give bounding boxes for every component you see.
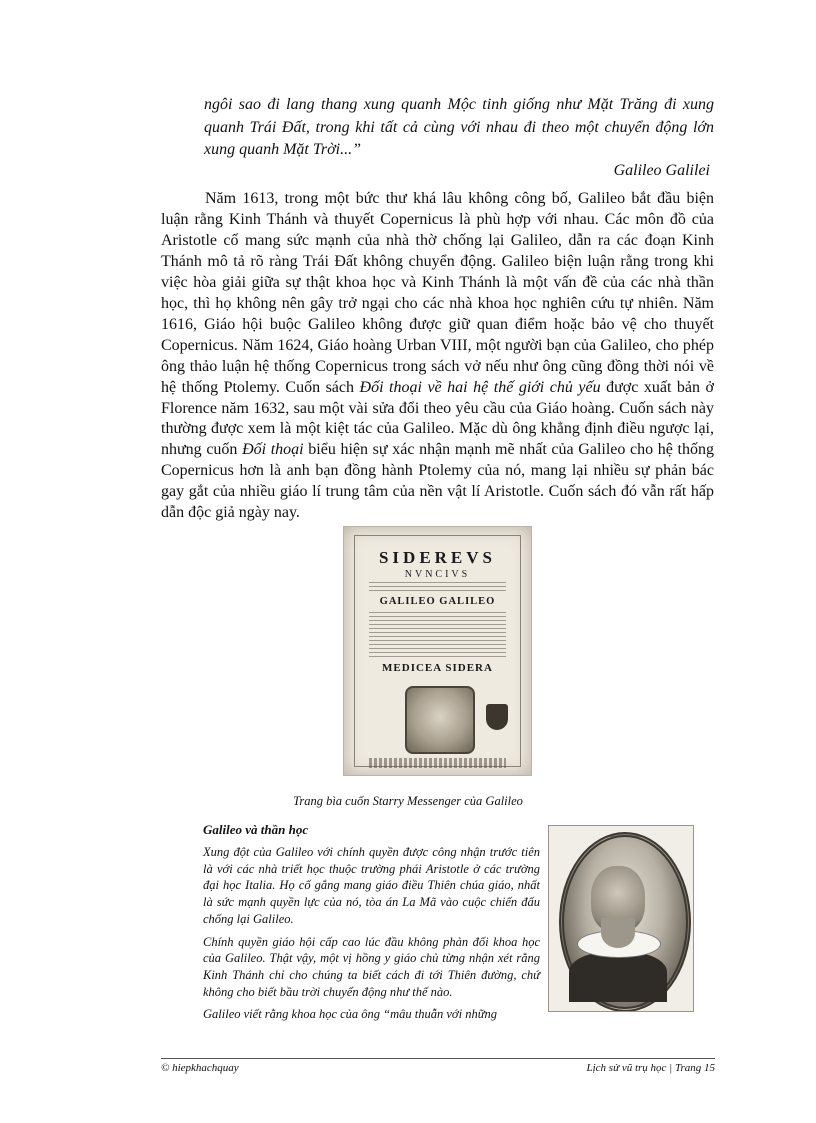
body-text-1: Năm 1613, trong một bức thư khá lâu không công bố, Galileo bắt đầu biện luận rằng Kinh Thánh và thuyết Copernicus là phù hợp với nhau. Các môn đồ của Aristotle cố mang sức mạnh của nhà thờ chống lại Galileo, dẫn ra các đoạn Kinh Thánh mô tả rõ ràng Trái Đất không chuyển động. Galileo biện luận rằng trong khi việc hòa giải giữa sự thật khoa học và Kinh Thánh là một vấn đề của các nhà thần học, thì họ không nên gây trở ngại cho các nhà khoa học nghiên cứu tự nhiên. Năm 1616, Giáo hội buộc Galileo không được giữ quan điểm hoặc bảo vệ cho thuyết Copernicus. Năm 1624, Giáo hoàng Urban VIII, một người bạn của Galileo, cho phép ông thảo luận hệ thống Copernicus trong sách vở nếu như ông cũng đồng thời nói về hệ thống Ptolemy. Cuốn sách: [161, 190, 714, 396]
cover-frame: [354, 535, 521, 767]
body-paragraph: [161, 189, 714, 524]
footer-page-info: Lịch sử vũ trụ học | Trang 15: [586, 1062, 715, 1074]
cover-imprint: [369, 758, 506, 768]
cover-emblem-icon: [405, 686, 475, 754]
body-text-3: biểu hiện sự xác nhận mạnh mẽ nhất của Galileo cho hệ thống Copernicus hơn là anh bạn đồng hành Ptolemy của nó, mang lại nhiều sự phản bác gay gắt của nhiều giáo lí trung tâm của nền vật lí Aristotle. Cuốn sách đó vẫn rất hấp dẫn độc giả ngày nay.: [161, 441, 714, 522]
book-title-italic: Đối thoại về hai hệ thế giới chủ yếu: [359, 378, 601, 396]
quote-author: Galileo Galilei: [613, 162, 710, 179]
body-text-2: được xuất bản ở Florence năm 1632, sau một vài sửa đổi theo yêu cầu của Giáo hoàng. Cuốn sách này thường được xem là một kiệt tác của Galileo. Mặc dù ông khẳng định điều ngược lại, nhưng cuốn: [161, 378, 715, 459]
footer-copyright: © hiepkhachquay: [161, 1062, 239, 1074]
sidebar-heading: Galileo và thần học: [203, 822, 309, 837]
sidebar-paragraph: Chính quyền giáo hội cấp cao lúc đầu không phản đối khoa học của Galileo. Thật vậy, một vị hồng y giáo chủ từng nhận xét rằng Kinh Thánh chỉ cho chúng ta biết cách đi tới Thiên đường, chứ không cho biết bầu trời chuyển động như thế nào.: [203, 934, 540, 999]
sidebar-paragraph: Xung đột của Galileo với chính quyền được công nhận trước tiên là với các nhà triết học thuộc trường phái Aristotle ở các trường đại học Italia. Họ cố gắng mang giáo điều Thiên chúa giáo, nhất là sức mạnh quyền lực của nó, tòa án La Mã vào cuộc chiến đấu chống lại Galileo.: [203, 845, 540, 926]
cover-title: SIDEREVS: [378, 548, 497, 567]
cover-medicea: MEDICEA SIDERA: [382, 662, 493, 674]
book-cover-image: [343, 526, 532, 776]
figure-caption: Trang bìa cuốn Starry Messenger của Galileo: [293, 794, 523, 808]
cover-fine-text: [369, 582, 506, 594]
crest-icon: [486, 704, 508, 730]
cover-author: GALILEO GALILEO: [379, 596, 496, 607]
sidebar-paragraph: Galileo viết rằng khoa học của ông “mâu thuẫn với những: [203, 1007, 498, 1022]
cover-fine-text: [369, 612, 506, 658]
portrait-cloak: [569, 952, 667, 1002]
dialogue-italic: Đối thoại: [242, 441, 304, 459]
footer-divider: [161, 1058, 715, 1059]
portrait-beard: [601, 918, 635, 948]
cover-subtitle: NVNCIVS: [404, 569, 471, 580]
quote-text: ngôi sao đi lang thang xung quanh Mộc tinh giống như Mặt Trăng đi xung quanh Trái Đất, trong khi tất cả cùng với nhau đi theo một chuyển động lớn xung quanh Mặt Trời...”: [204, 96, 714, 158]
galileo-portrait-image: [548, 825, 694, 1012]
sidebar-text: [203, 844, 540, 1029]
